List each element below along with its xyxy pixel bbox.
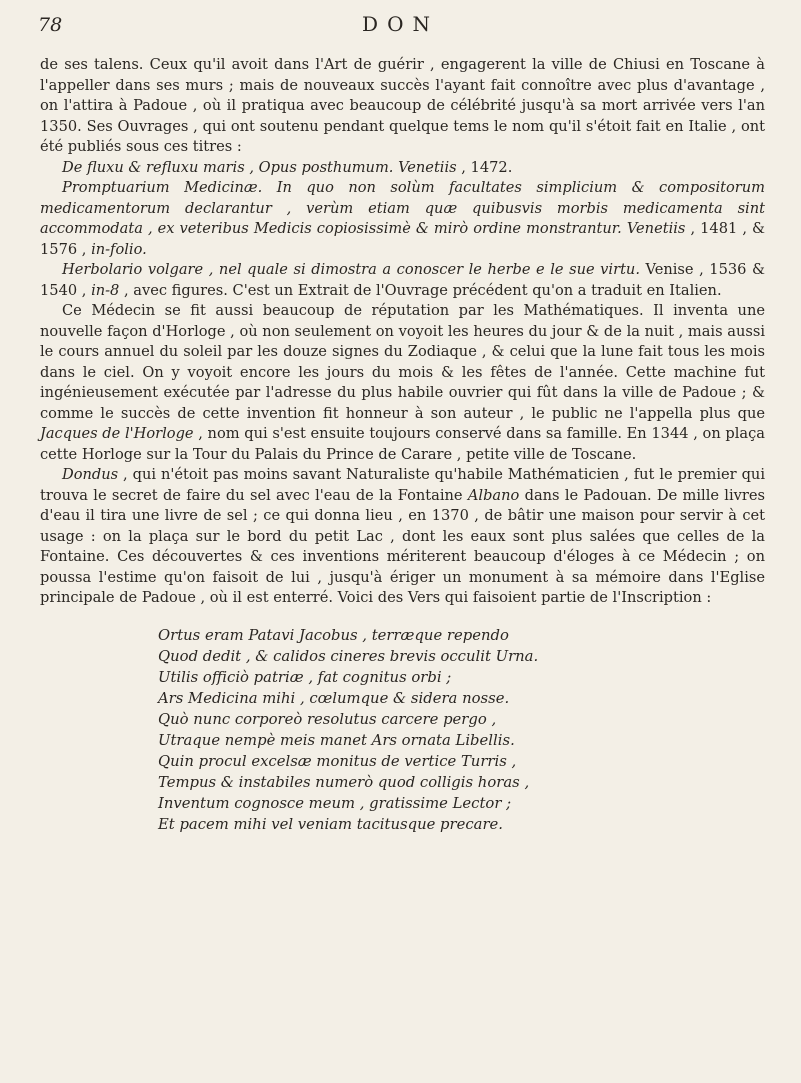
work-format-3: in-8 xyxy=(91,281,120,299)
horloge-text-end: , nom qui s'est ensuite toujours conservé dans sa famille. En 1344 , on plaça cette Horloge sur la Tour du Palais du Prince de Carare , petite ville de Toscane. xyxy=(40,425,765,463)
work-details-3b: , avec figures. C'est un Extrait de l'Ouvrage précédent qu'on a traduit en Italien. xyxy=(119,281,722,299)
dondus-text-a: , qui n'étoit pas moins savant Naturaliste qu'habile Mathématicien , fut le premier qui trouva le secret de faire du sel avec l'eau de la Fontaine xyxy=(40,466,765,504)
work-entry-1 xyxy=(40,158,765,179)
verse-line: Ars Medicina mihi , cœlumque & sidera nosse. xyxy=(158,689,510,707)
dondus-name: Dondus xyxy=(62,466,119,483)
work-details-3a: Venise , 1536 & 1540 , xyxy=(40,261,765,299)
paragraph-horloge xyxy=(40,301,765,465)
running-title: DON xyxy=(362,12,439,36)
horloge-text: Ce Médecin se fit aussi beaucoup de réputation par les Mathématiques. Il inventa une nouvelle façon d'Horloge , où non seulement on voyoit les heures du jour & de la nuit , mais aussi le cours annuel du soleil par les douze signes du Zodiaque , & celui que la lune fait tous les mois dans le ciel. On y voyoit encore les jours du mois & les fêtes de l'année. Cette machine fut ingénieusement exécutée par l'adresse du plus habile ouvrier qui fût dans la ville de Padoue ; & comme le succès de cette invention fit honneur à son auteur , le public ne l'appella plus que xyxy=(40,302,765,422)
verse-line: Ortus eram Patavi Jacobus , terræque rependo xyxy=(158,626,509,644)
work-details-1: , 1472. xyxy=(456,158,513,176)
verse-line: Utraque nempè meis manet Ars ornata Libellis. xyxy=(158,731,515,749)
paragraph-intro: de ses talens. Ceux qu'il avoit dans l'Art de guérir , engagerent la ville de Chiusi en Toscane à l'appeller dans ses murs ; mais de nouveaux succès l'ayant fait connoître avec plus d'avantage , on l'attira à Padoue , où il pratiqua avec beaucoup de célébrité jusqu'à sa mort arrivée vers l'an 1350. Ses Ouvrages , qui ont soutenu pendant quelque tems le nom qu'il s'étoit fait en Italie , ont été publiés sous ces titres : xyxy=(40,56,765,155)
work-format-2: in-folio. xyxy=(91,240,147,258)
work-entry-3 xyxy=(40,260,765,301)
verse-line: Utilis officiò patriæ , fat cognitus orbi ; xyxy=(158,668,452,686)
work-title-3: Herbolario volgare , nel quale si dimostra a conoscer le herbe e le sue virtu. xyxy=(62,261,640,278)
work-entry-2 xyxy=(40,178,765,260)
horloge-name: Jacques de l'Horloge xyxy=(40,425,194,442)
work-title-1: De fluxu & refluxu maris , Opus posthumum. Venetiis xyxy=(62,158,457,176)
paragraph-dondus xyxy=(40,465,765,609)
verse-line: Tempus & instabiles numerò quod colligis horas , xyxy=(158,773,530,791)
page-number: 78 xyxy=(38,14,63,36)
verse-line: Quò nunc corporeò resolutus carcere pergo , xyxy=(158,710,497,728)
body-text xyxy=(40,55,765,835)
inscription-verses xyxy=(158,625,765,835)
work-title-2: Promptuarium Medicinæ. In quo non solùm facultates simplicium & compositorum medicamentorum declarantur , verùm etiam quæ quibusvis morbis medicamenta sint accommodata , ex veteribus Medicis copiosissimè & mirò ordine monstrantur. Venetiis xyxy=(40,179,765,237)
work-details-2: , 1481 , & 1576 , xyxy=(40,220,765,258)
dondus-place: Albano xyxy=(467,486,520,504)
dondus-text-b: dans le Padouan. De mille livres d'eau il tira une livre de sel ; ce qui donna lieu , en 1370 , de bâtir une maison pour servir à cet usage : on la plaça sur le bord du petit Lac , dont les eaux sont plus salées que celles de la Fontaine. Ces découvertes & ces inventions mériterent beaucoup d'éloges à ce Médecin ; on poussa l'estime qu'on faisoit de lui , jusqu'à ériger un monument à sa mémoire dans l'Eglise principale de Padoue , où il est enterré. Voici des Vers qui faisoient partie de l'Inscription : xyxy=(40,486,765,606)
verse-line: Et pacem mihi vel veniam tacitusque precare. xyxy=(158,815,504,833)
verse-line: Quin procul excelsæ monitus de vertice Turris , xyxy=(158,752,517,770)
verse-line: Inventum cognosce meum , gratissime Lector ; xyxy=(158,794,512,812)
verse-line: Quod dedit , & calidos cineres brevis occulit Urna. xyxy=(158,647,539,665)
